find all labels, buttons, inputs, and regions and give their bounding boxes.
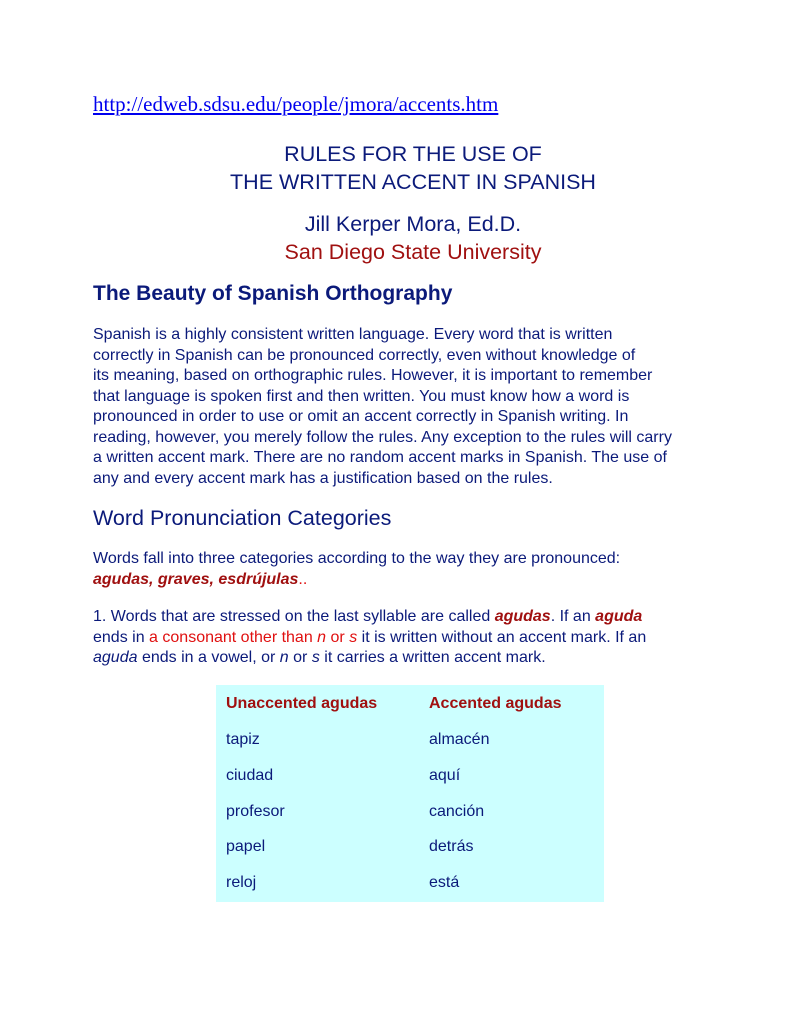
table-cell: aquí — [429, 767, 461, 784]
table-cell: detrás — [429, 838, 474, 855]
author-university: San Diego State University — [284, 240, 542, 264]
category-separator: , — [149, 570, 158, 588]
paragraph-rule-1 — [93, 607, 733, 669]
paragraph-line: reading, however, you merely follow the rules. Any exception to the rules will carry — [93, 428, 672, 446]
categories-intro: Words fall into three categories according to the way they are pronounced: — [93, 550, 621, 567]
rule-text: . If an — [550, 608, 596, 625]
author-name: Jill Kerper Mora, Ed.D. — [304, 212, 522, 236]
table-cell: tapiz — [226, 731, 260, 748]
rule-text: or — [288, 649, 312, 666]
paragraph-categories — [93, 549, 733, 590]
rule-text: it is written without an accent mark. If an — [357, 628, 647, 646]
paragraph-beauty — [93, 325, 733, 489]
table-cell: profesor — [226, 803, 285, 820]
rule-line-1 — [93, 607, 733, 628]
letter-n: n — [279, 649, 289, 666]
term-aguda: aguda — [93, 649, 138, 666]
category-graves: graves — [157, 570, 210, 588]
agudas-table — [216, 685, 604, 902]
paragraph-line: that language is spoken first and then written. You must know how a word is — [93, 387, 630, 405]
paragraph-line: its meaning, based on orthographic rules. However, it is important to remember — [93, 367, 653, 384]
category-esdrujulas: esdrújulas — [218, 570, 299, 588]
source-url-link[interactable]: http://edweb.sdsu.edu/people/jmora/accents.htm — [93, 92, 499, 116]
letter-n: n — [317, 628, 327, 646]
table-cell: ciudad — [226, 767, 274, 784]
categories-list — [93, 570, 733, 591]
title-line-1: RULES FOR THE USE OF — [284, 142, 542, 166]
rule-text: ends in a vowel, or — [137, 649, 280, 666]
author-block — [93, 210, 733, 266]
category-separator: , — [209, 570, 219, 588]
rule-highlight: or — [326, 628, 350, 646]
rule-text: 1. Words that are stressed on the last syllable are called — [93, 608, 495, 625]
table-header-accented: Accented agudas — [429, 695, 562, 712]
section-heading-categories: Word Pronunciation Categories — [93, 506, 392, 530]
title-line-2: THE WRITTEN ACCENT IN SPANISH — [230, 170, 596, 194]
table-cell: papel — [226, 838, 266, 855]
category-list-end: .. — [298, 570, 308, 588]
rule-text: ends in — [93, 628, 150, 646]
table-cell: está — [429, 874, 460, 891]
letter-s: s — [349, 628, 358, 646]
section-heading-beauty: The Beauty of Spanish Orthography — [93, 282, 453, 305]
category-agudas: agudas — [93, 570, 150, 588]
paragraph-line: pronounced in order to use or omit an accent correctly in Spanish writing. In — [93, 408, 629, 425]
table-cell: almacén — [429, 731, 490, 748]
term-aguda: aguda — [595, 608, 643, 625]
table-header-unaccented: Unaccented agudas — [226, 695, 378, 712]
letter-s: s — [311, 649, 320, 666]
document-title — [93, 140, 733, 196]
rule-text: it carries a written accent mark. — [319, 649, 546, 666]
paragraph-line: correctly in Spanish can be pronounced correctly, even without knowledge of — [93, 346, 636, 364]
paragraph-line: Spanish is a highly consistent written language. Every word that is written — [93, 326, 613, 343]
rule-line-3 — [93, 648, 733, 669]
rule-highlight: a consonant other than — [149, 628, 318, 646]
table-cell: reloj — [226, 874, 257, 891]
term-agudas: agudas — [494, 608, 551, 625]
paragraph-line: a written accent mark. There are no random accent marks in Spanish. The use of — [93, 449, 667, 466]
rule-line-2 — [93, 628, 733, 649]
table-cell: canción — [429, 803, 485, 820]
paragraph-line: any and every accent mark has a justification based on the rules. — [93, 469, 553, 487]
